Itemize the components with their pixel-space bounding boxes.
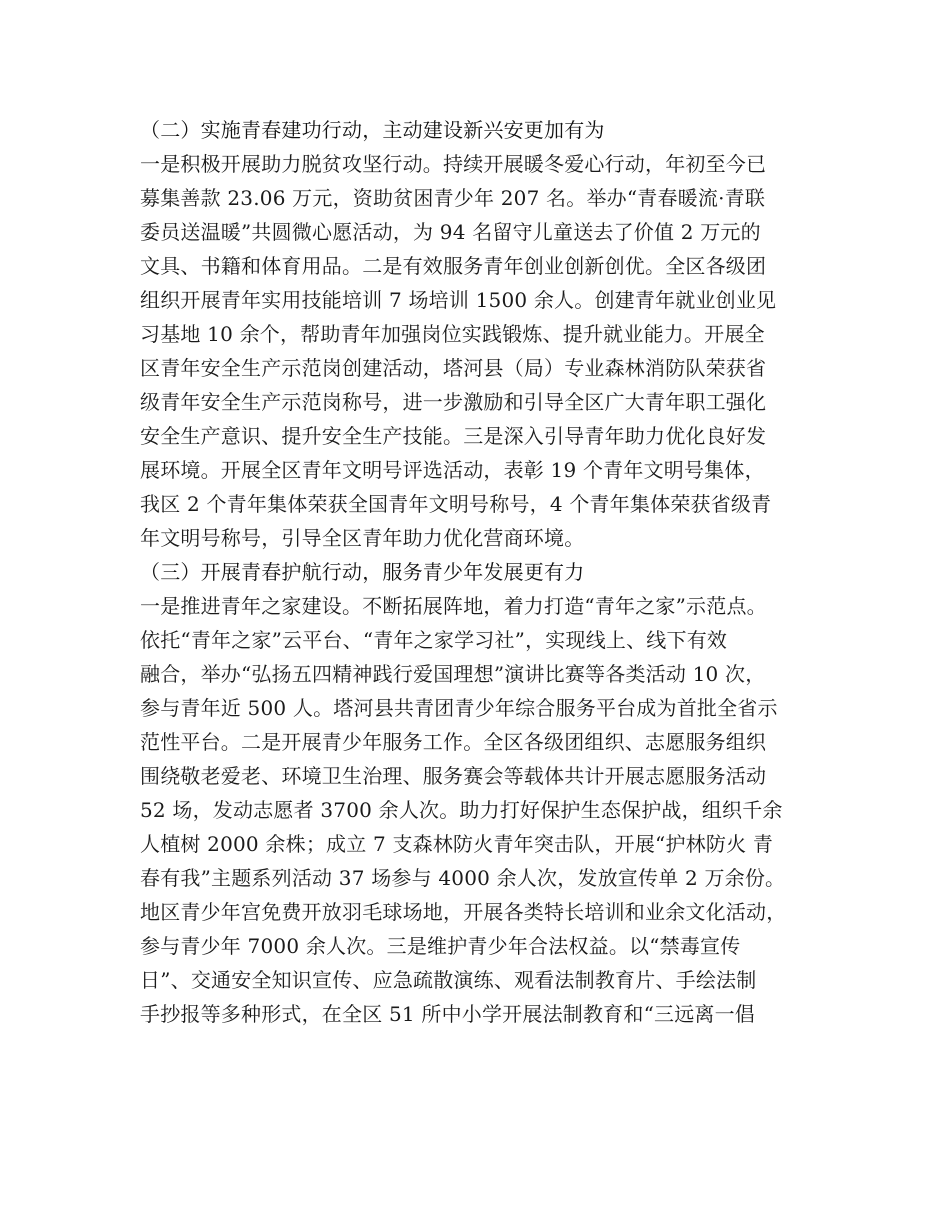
paragraph-line: 范性平台。二是开展青少年服务工作。全区各级团组织、志愿服务组织: [140, 730, 767, 754]
section-heading-2: （二）实施青春建功行动，主动建设新兴安更加有为: [140, 118, 605, 142]
paragraph-line: 委员送温暖”共圆微心愿活动，为 94 名留守儿童送去了价值 2 万元的: [140, 220, 761, 244]
paragraph-line: 安全生产意识、提升安全生产技能。三是深入引导青年助力优化良好发: [140, 424, 767, 448]
paragraph-line: 组织开展青年实用技能培训 7 场培训 1500 余人。创建青年就业创业见: [140, 288, 777, 312]
paragraph-line: 参与青年近 500 人。塔河县共青团青少年综合服务平台成为首批全省示: [140, 696, 778, 720]
paragraph-line: 围绕敬老爱老、环境卫生治理、服务赛会等载体共计开展志愿服务活动: [140, 764, 767, 788]
paragraph-line: 展环境。开展全区青年文明号评选活动，表彰 19 个青年文明号集体，: [140, 458, 765, 482]
paragraph-line: 习基地 10 余个，帮助青年加强岗位实践锻炼、提升就业能力。开展全: [140, 322, 765, 346]
paragraph-line: 手抄报等多种形式，在全区 51 所中小学开展法制教育和“三远离一倡: [140, 1002, 755, 1026]
document-page: [140, 113, 820, 1031]
paragraph-line: 区青年安全生产示范岗创建活动，塔河县（局）专业森林消防队荣获省: [140, 356, 767, 380]
paragraph-line: 52 场，发动志愿者 3700 余人次。助力打好保护生态保护战，组织千余: [140, 798, 783, 822]
paragraph-line: 募集善款 23.06 万元，资助贫困青少年 207 名。举办“青春暖流·青联: [140, 186, 766, 210]
paragraph-line: 参与青少年 7000 余人次。三是维护青少年合法权益。以“禁毒宣传: [140, 934, 741, 958]
section-heading-3: （三）开展青春护航行动，服务青少年发展更有力: [140, 560, 585, 584]
paragraph-line: 一是推进青年之家建设。不断拓展阵地，着力打造“青年之家”示范点。: [140, 594, 767, 618]
paragraph-line: 一是积极开展助力脱贫攻坚行动。持续开展暖冬爱心行动，年初至今已: [140, 152, 767, 176]
paragraph-line: 依托“青年之家”云平台、“青年之家学习社”，实现线上、线下有效: [140, 628, 728, 652]
paragraph-line: 年文明号称号，引导全区青年助力优化营商环境。: [140, 526, 585, 550]
paragraph-line: 地区青少年宫免费开放羽毛球场地，开展各类特长培训和业余文化活动，: [140, 900, 787, 924]
paragraph-line: 日”、交通安全知识宣传、应急疏散演练、观看法制教育片、手绘法制: [140, 968, 757, 992]
paragraph-line: 级青年安全生产示范岗称号，进一步激励和引导全区广大青年职工强化: [140, 390, 767, 414]
paragraph-line: 人植树 2000 余株；成立 7 支森林防火青年突击队，开展“护林防火 青: [140, 832, 774, 856]
paragraph-line: 融合，举办“弘扬五四精神践行爱国理想”演讲比赛等各类活动 10 次，: [140, 662, 766, 686]
paragraph-line: 文具、书籍和体育用品。二是有效服务青年创业创新创优。全区各级团: [140, 254, 767, 278]
paragraph-line: 我区 2 个青年集体荣获全国青年文明号称号，4 个青年集体荣获省级青: [140, 492, 772, 516]
paragraph-line: 春有我”主题系列活动 37 场参与 4000 余人次，发放宣传单 2 万余份。: [140, 866, 786, 890]
